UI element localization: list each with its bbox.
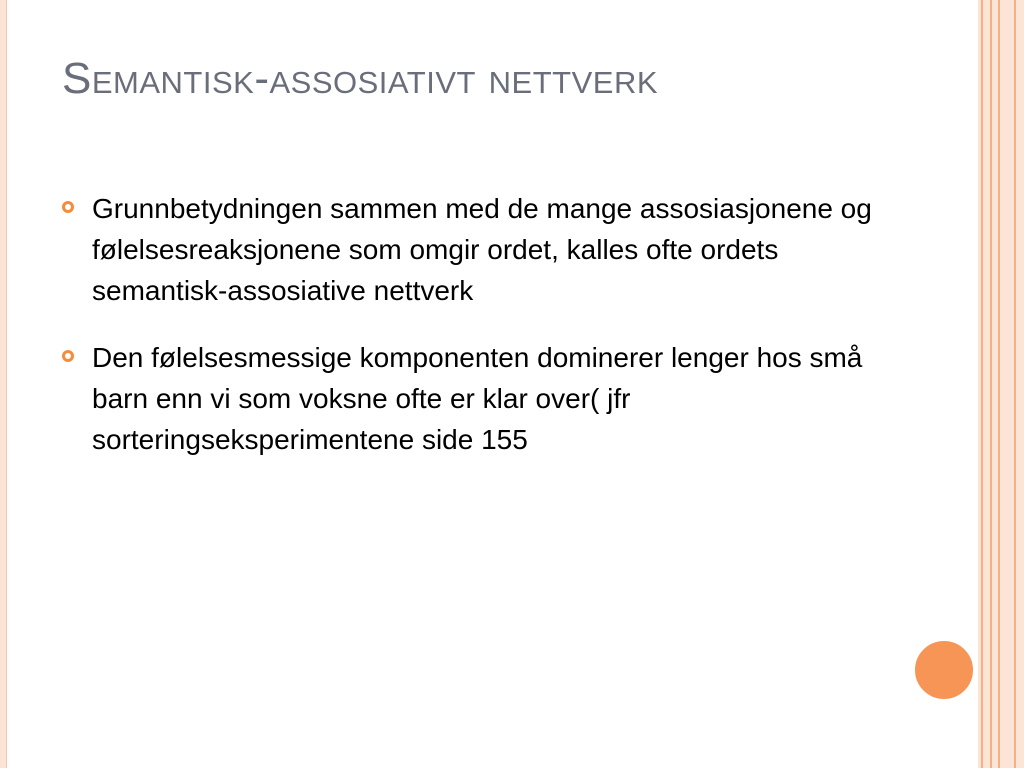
slide-title: Semantisk-assosiativt nettverk [62,54,659,103]
bullet-text: Grunnbetydningen sammen med de mange assosiasjonene og følelsesreaksjonene som omgir ordet, kalles ofte ordets semantisk-assosiative nettverk [92,193,872,306]
right-border-decoration [978,0,1024,768]
bullet-circle-icon [62,350,74,362]
bullet-text: Den følelsesmessige komponenten dominerer lenger hos små barn enn vi som voksne ofte er klar over( jfr sorteringseksperimentene side 155 [92,342,863,455]
bullet-list [62,188,902,486]
bullet-item [62,188,902,311]
right-border-line [998,0,1000,768]
bullet-circle-icon [62,201,74,213]
bullet-item [62,337,902,460]
right-border-line [1014,0,1016,768]
right-border-line [981,0,983,768]
left-border-decoration [0,0,7,768]
right-border-line [990,0,992,768]
decorative-circle [913,639,975,701]
